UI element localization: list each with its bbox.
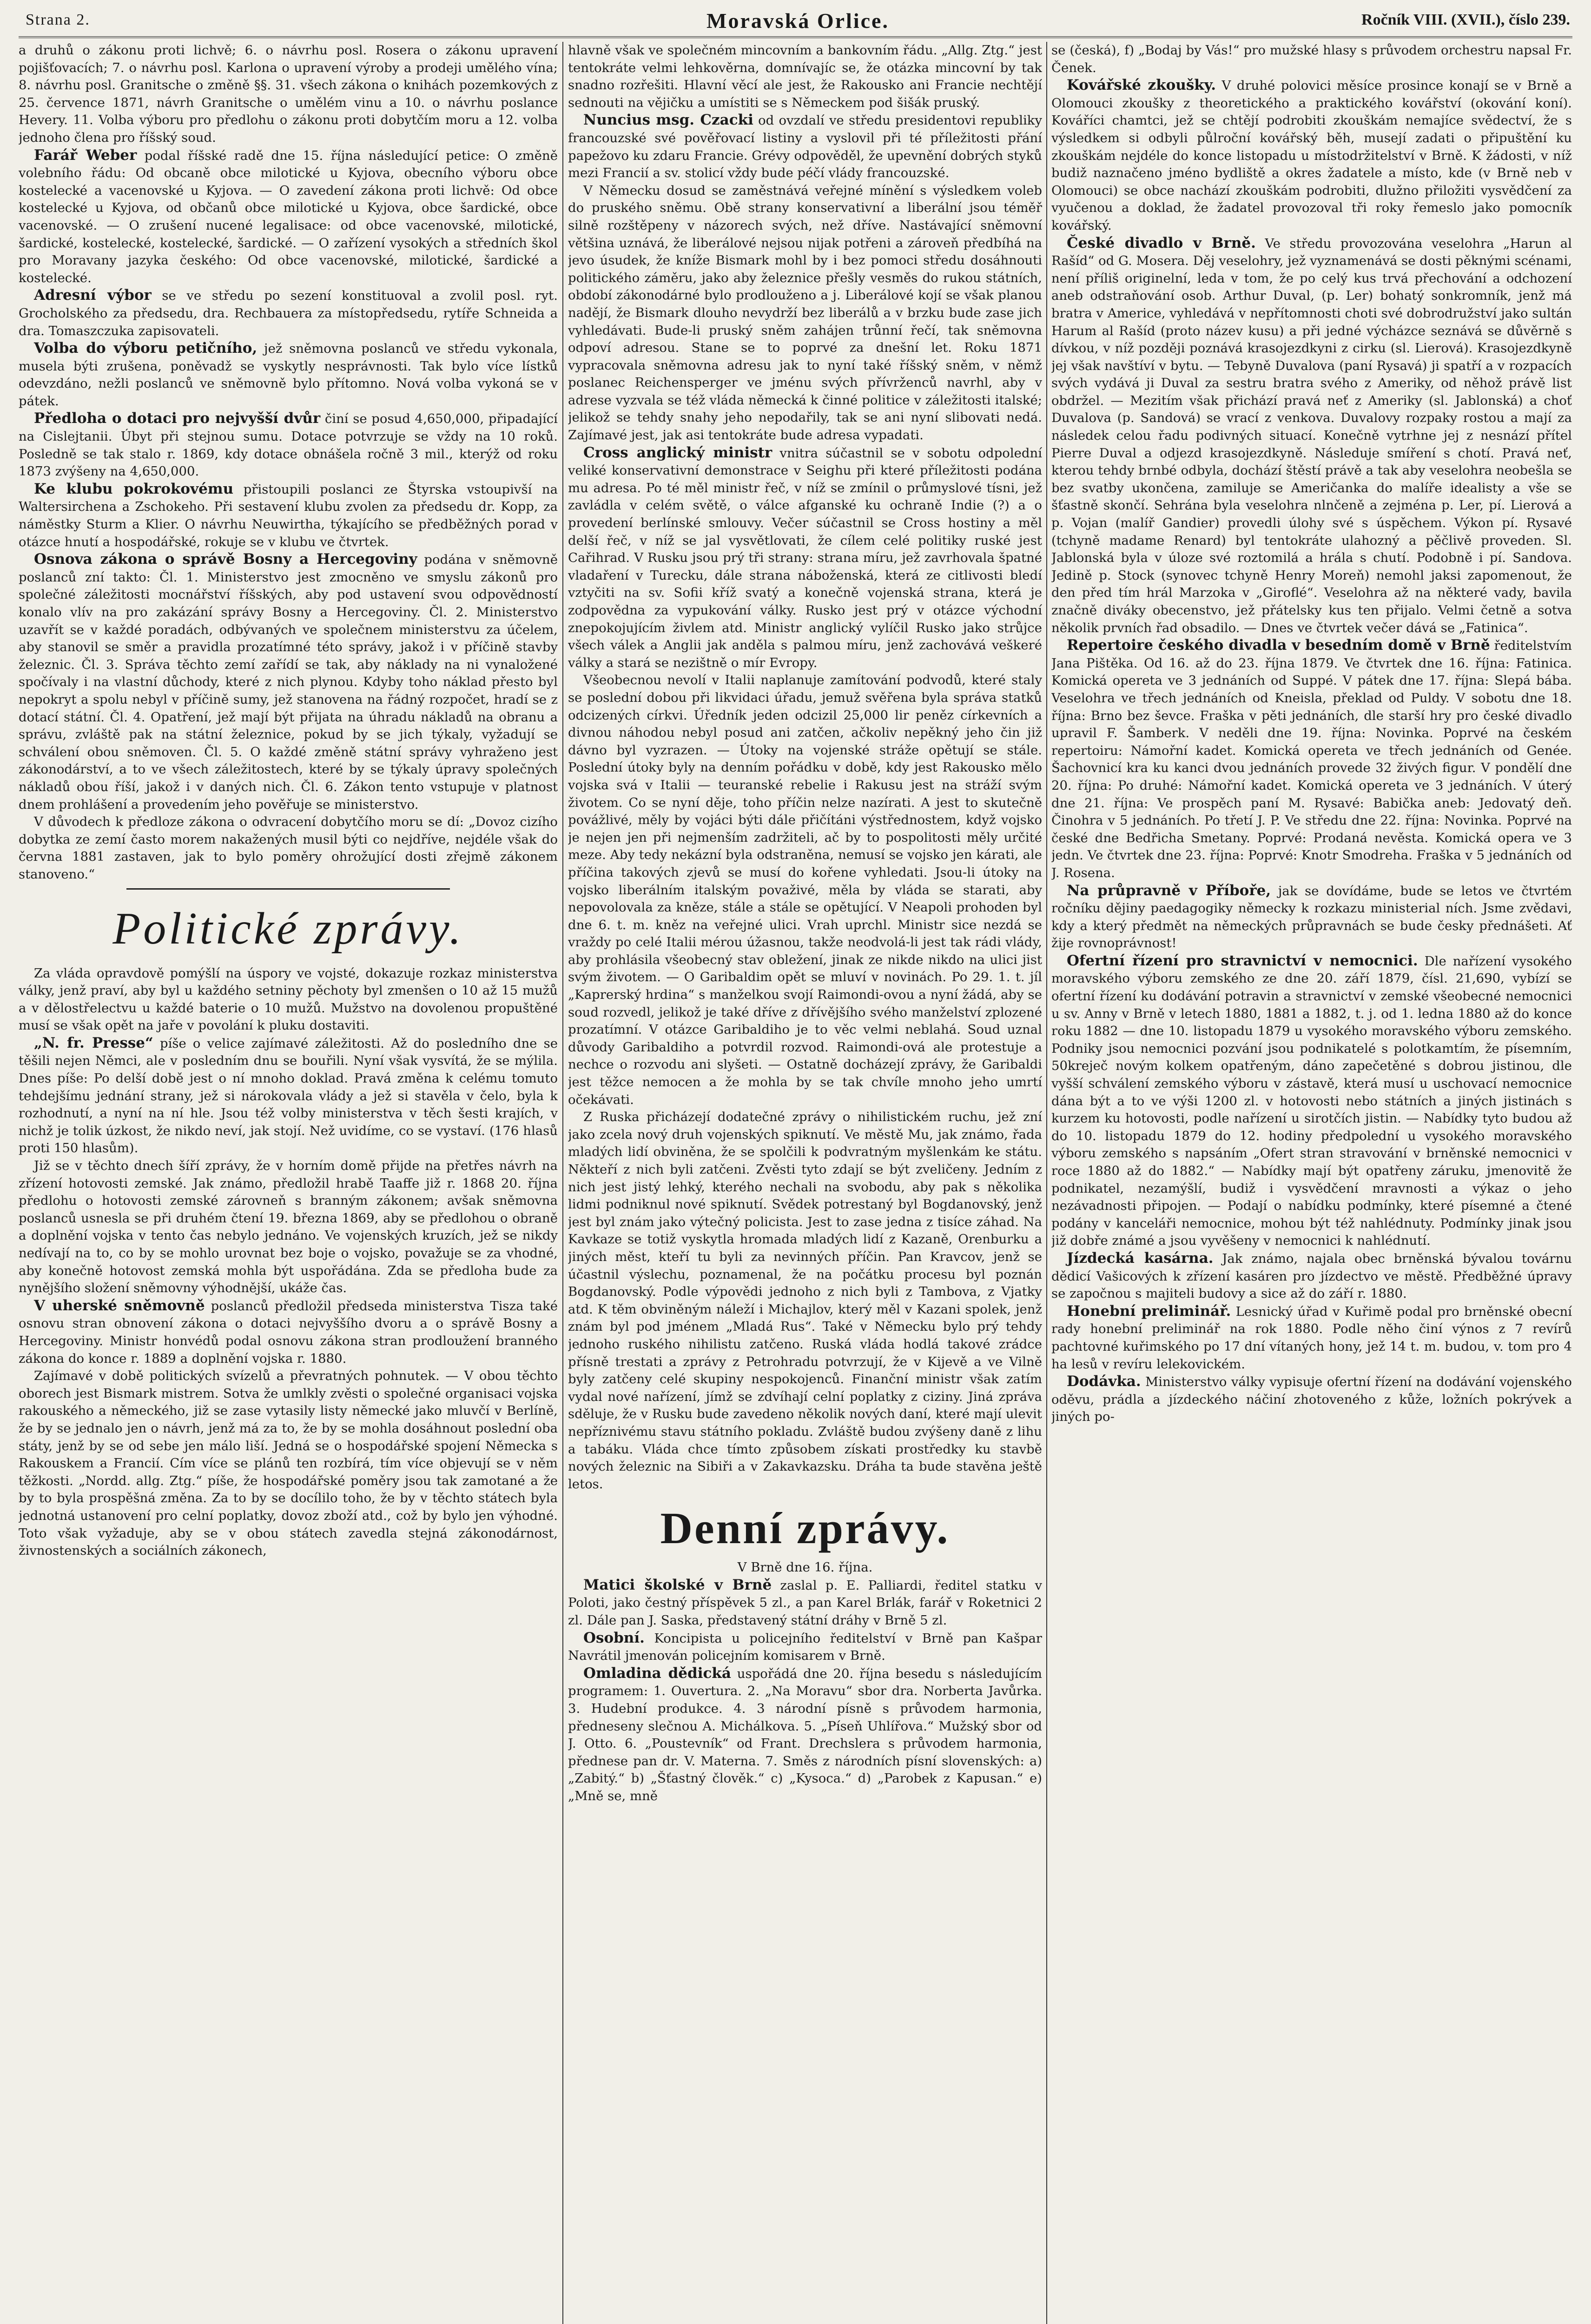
article-body: od ovzdalí ve středu presidentovi republiky francouzské své pověřovací listiny a vyslovil při té příležitosti přání papežovo ku zdaru Francie. Grévy odpověděl, že upevnění dobrých styků mezi Francií a sv. stolicí vždy bude péčí vlády francouzské. <box>568 113 1042 181</box>
paragraph: Za vláda opravdově pomýšlí na úspory ve vojsté, dokazuje rozkaz ministerstva války, jenž praví, aby byl u každého setniny pěchoty byl zmenšen o 10 až 15 mužů a v dělostřelectvu u každé baterie o 10 mužů. Mužstvo na dovolenou propuštěné musí se však opět na jaře v povolání k pluku dostaviti. <box>19 965 558 1033</box>
article-body: Lesnický úřad v Kuřimě podal pro brněnské obecní rady honební preliminář na rok 1880. Podle něho činí výnos z 7 revírů pachtovné kuřimského po 17 dní vítaných hony, jež 14 t. m. budou, v. tom pro 4 ha lesů v revíru lelekovickém. <box>1051 1304 1572 1372</box>
article-body: jež sněmovna poslanců ve středu vykonala, musela býti zrušena, poněvadž se vyskytly nesprávnosti. Tak bylo více lístků odevzdáno, nežli poslanců ve sněmovně bylo přítomno. Nová volba vykoná se v pátek. <box>19 341 558 409</box>
article-heading: Volba do výboru petičního, <box>34 340 257 357</box>
article-heading: V uherské sněmovně <box>34 1297 205 1314</box>
article <box>19 410 558 480</box>
article-heading: Předloha o dotaci pro nejvyšší dvůr <box>34 410 321 427</box>
article-heading: České divadlo v Brně. <box>1067 234 1256 251</box>
article <box>568 112 1042 182</box>
article-body: píše o velice zajímavé záležitosti. Až do posledního dne se těšili nejen Němci, ale v posledním dnu se bouřili. Nyní však vysvítá, že se mýlila. Dnes píše: Po delší době jest o ní mnoho doklad. Pravá změna k celému tomuto tehdejšímu jednání strany, jež si nárokovala vlády a jež si stavěla v čelo, byla k rozhodnutí, a nyní na ní hle. Jsou též volby ministerstva v těch šesti krajích, v nichž je tolik úzkost, že nikdo neví, jak stojí. Než uvidíme, co se vystaví. (176 hlasů proti 150 hlasům). <box>19 1036 558 1156</box>
article-body: poslanců předložil předseda ministerstva Tisza také osnovu stran obnovení zákona o dotaci nejvyššího dvoru a o správě Bosny a Hercegoviny. Ministr honvédů podal osnovu zákona stran prodloužení branného zákona do konce r. 1889 a doplnění vojska r. 1880. <box>19 1298 558 1366</box>
article <box>1051 1250 1572 1303</box>
article <box>1051 235 1572 637</box>
article-heading: Honební preliminář. <box>1067 1302 1231 1320</box>
paragraph: Všeobecnou nevolí v Italii naplanuje zamítování podvodů, které staly se poslední dobou při likvidaci úřadu, jemuž svěřena byla správa statků odcizených církvi. Úředník jeden odcizil 25,000 lir peněz církevních a divnou náhodou nebyl posud ani zatčen, ačkoliv nepěkný jeho čin již dávno byl vyzrazen. — Útoky na vojenské stráže opětují se stále. Poslední útoky byly na denním pořádku v době, kdy jest Rakousko mělo vojska svá v Italii — teuranské rebelie i Rakusu jest na stráží svým životem. Co se nyní děje, toho příčin nelze nazírati. A jest to skutečně povážlivé, měly by vojáci býti dále přičítáni výstřednostem, když vojsko je nejen jen při nejmenším zadržiteli, ač by to pospolitosti měly určité meze. Aby tedy nekázní byla odstraněna, nemusí se vojsko jen kárati, ale příčina takových zjevů se musí do kořene vyhledati. Jsou-li útoky na vojsko liberálním italským považivé, měla by vláda se starati, aby nepovolovala za kněze, stále a stále se opětující. V Neapoli prohoden byl dne 6. t. m. kněz na veřejné ulici. Vrah uprchl. Ministr sice nezdá se vraždy po celé Italii mérou úžasnou, takže neodvolá-li jest tak rádi vlády, aby prohlásila všeobecný stav obležení, jinak ze nikde nikdo na ulici jist svým životem. — O Garibaldim opět se mluví v novinách. Po 29. 1. t. jíl „Kaprerský hrdina“ s manželkou svojí Raimondi-ovou a nyní žádá, aby se soud rozvedl, jelikož je také dříve z dřívějšího svého manželství zplozené prozatímní. V otázce Garibaldiho je to věc velmi neblahá. Soud uznal důvody Garibaldiho a potvrdil rozvod. Raimondi-ová ale protestuje a nechce o rozvodu ani slyšeti. — Ostatně docházejí zprávy, že Garibaldi jest těžce nemocen a že mohla by se tak chvíle mnoho jeho umrtí očekávati. <box>568 673 1042 1107</box>
section-title-political: Politické zprávy. <box>112 903 464 954</box>
article <box>1051 1303 1572 1373</box>
article <box>19 481 558 551</box>
article <box>568 444 1042 672</box>
article-heading: Adresní výbor <box>34 287 152 304</box>
paragraph: hlavně však ve společném mincovním a bankovním řádu. „Allg. Ztg.“ jest tentokráte velmi lehkověrna, domnívajíc se, že otázka mincovní by tak snadno rozřešiti. Hlavní věcí ale jest, že Rakousko ani Francie nechtějí sednouti na vějičku a umístiti se s Německem pod šišák pruský. <box>568 43 1042 110</box>
paragraph: Již se v těchto dnech šíří zprávy, že v horním domě přijde na přetřes návrh na zřízení hotovosti zemské. Jak známo, předložil hrabě Taaffe již r. 1868 20. října předlohu o hotovosti zemské zárovneň s branným zákonem; avšak sněmovna poslanců usnesla se při druhém čtení 19. března 1869, aby se předlohou o obraně a doplnění vojska v tento čas nebylo jednáno. Ve vojenských kruzích, jež se nikdy nedívají na to, co by se mohlo urovnat bez boje o vojsko, považuje se za vhodné, aby konečně hotovost zemská mohla být uspořádána. Zda se předloha bude za nynějšího složení sněmovny výhodnější, ukáže čas. <box>19 1158 558 1296</box>
issue-info: Ročník VIII. (XVII.), číslo 239. <box>1361 11 1570 28</box>
article <box>19 1297 558 1367</box>
article-body: vnitra súčastnil se v sobotu odpolední veliké konservativní demonstrace v Seighu při které příležitosti podána mu adresa. Po té měl ministr řeč, v níž se zmínil o průmyslové tísni, jež zavládla v celém světě, o válce afganské ku ochraně Indie (?) a o provedení berlínské smlouvy. Večer súčastnil se Cross hostiny a měl delší řeč, v níž se jal vysvětlovati, že cílem celé politiky ruské jest Cařihrad. V Rusku jsou prý tři strany: strana míru, jež zavrhovala špatné vladaření v Turecku, dále strana náboženská, která ze citlivosti bledí vztyčiti na sv. Sofii kříž svatý a konečně vojenská strana, která je zodpovědna za vypukování války. Rusko jest prý v otázce východní znepokojujícím živlem atd. Ministr anglický vylíčil Rusko jako strůjce všech válek a Anglii jak anděla s palmou míru, jenž zachovává veškeré války a stará se nezištně o mír Evropy. <box>568 445 1042 670</box>
column-divider <box>1046 42 1047 2324</box>
paragraph: V důvodech k předloze zákona o odvracení dobytčího moru se dí: „Dovoz cizího dobytka ze zemí často morem nakažených musil býti co nejdříve, nejdéle však do června 1881 zastaven, jak to bylo poměry ohrožující dosti zřejmě zákonem stanoveno.“ <box>19 814 558 882</box>
article <box>1051 952 1572 1250</box>
paragraph: a druhů o zákonu proti lichvě; 6. o návrhu posl. Rosera o zákonu upravení pojišťovacích; 7. o návrhu posl. Karlona o upravení výroby a prodeji umělého vína; 8. návrhu posl. Granitsche o změně §§. 31. všech zákona o knihách pozemkových z 25. července 1871, návrh Granitsche o umělém vinu a 10. o návrhu poslance Hevery. 11. Volba výboru pro předlohu o zákonu proti dobytčím moru a 12. volba jednoho člena pro říšský soud. <box>19 43 558 145</box>
article-heading: Jízdecká kasárna. <box>1067 1249 1214 1267</box>
column-3 <box>1051 42 1572 2324</box>
page-number: Strana 2. <box>26 11 90 28</box>
article-body: Koncipista u policejního ředitelství v Brně pan Kašpar Navrátil jmenován policejním komisarem v Brně. <box>568 1631 1042 1664</box>
newspaper-title: Moravská Orlice. <box>706 9 889 33</box>
article-body: se ve středu po sezení konstituoval a zvolil posl. ryt. Grocholského za předsedu, dra. Rechbauera za místopředsedu, rytíře Schneida a dra. Tomaszczuka zapisovateli. <box>19 288 558 338</box>
article-heading: Nuncius msg. Czacki <box>583 112 753 129</box>
article-body: uspořádá dne 20. října besedu s následujícím programem: 1. Ouvertura. 2. „Na Moravu“ sbor dra. Norberta Javůrka. 3. Hudební produkce. 4. 3 národní písně s průvodem harmonia, předneseny slečnou A. Michálkova. 5. „Píseň Uhlířova.“ Mužský sbor od J. Otto. 6. „Poustevník“ od Frant. Drechslera s průvodem harmonia, přednese pan dr. V. Materna. 7. Směs z národních písní slovenských: a) „Zabitý.“ b) „Šťastný člověk.“ c) „Kysoca.“ d) „Parobek z Kapusan.“ e) „Mně se, mně <box>568 1666 1042 1803</box>
article-heading: Osobní. <box>583 1629 645 1646</box>
paragraph: Z Ruska přicházejí dodatečné zprávy o nihilistickém ruchu, jež zní jako zcela nový druh vojenských spiknutí. Ve městě Mu, jak známo, řada mladých lidí obviněna, že se spolčili k podvratným myšlenkám ke státu. Někteří z nich byli zatčeni. Zvěsti tyto zdají se být zveličeny. Jedním z nich jest jistý lehký, kterého nechali na svobodu, aby pak s několika lidmi podniknul nové spiknutí. Svědek potrestaný byl Bogdanovský, jenž jest byl znám jako výtečný policista. Jest to zase jedna z tisíce záhad. Na Kavkaze se totiž vyskytla hromada mladých lidí z Kazaně, Orenburku a jiných měst, kteří tu byli za nevinných příčin. Pan Kravcov, jenž se účastnil výslechu, poznamenal, že na počátku procesu byl poznán Bogdanovský. Podle výpovědi jednoho z nich byli z Tambova, z Vjatky atd. K těm obviněným náleží i Michajlov, který měl v Kazani spolek, jenž znám byl pod jménem „Mladá Rus“. Také v Německu bylo prý tehdy jednoho ruského nihilistu zatčeno. Ruská vláda hodlá takové zrádce přísně trestati a zprávy z Petrohradu potvrzují, že v Kijevě a ve Vilně byly zatčeny celé skupiny nespokojenců. Finanční ministr však zatím vydal nové nařízení, jímž se zdvíhají celní poplatky z ciziny. Jiná zpráva sděluje, že v Rusku bude zavedeno několik nových daní, které mají ulevit nepříznivému stavu státního pokladu. Zvláště budou zvýšeny daně z lihu a tabáku. Vláda chce tímto způsobem získati prostředky ku stavbě nových železnic na Sibiři a v Zakavkazsku. Dráha ta bude stavěna ještě letos. <box>568 1109 1042 1492</box>
article-body: podal říšské radě dne 15. října následující petice: O změně volebního řádu: Od obcaně obce milotické u Kyjova, obecního výboru obce kostelecké a vacenovské u Kyjova. — O zavedení zákona proti lichvě: Od obce kostelecké u Kyjova, od občanů obce milotické u Kyjova, obce šardické, obce vacenovské. — O zrušení nucené legalisace: od obce vacenovské, milotické, šardické, kostelecké, kostelecké, šardické. — O zařízení vysokých a středních škol pro Moravany jazyka českého: Od obce vacenovské, milotické, šardické a kostelecké. <box>19 148 558 285</box>
dateline: V Brně dne 16. října. <box>737 1560 873 1575</box>
article-heading: Farář Weber <box>34 146 137 164</box>
paragraph: V Německu dosud se zaměstnává veřejné mínění s výsledkem voleb do pruského sněmu. Obě strany konservativní a liberální jsou téměř silně rozštěpeny v názorech svých, než dříve. Nastávající sněmovní většina uznává, že liberálové nejsou nijak potřeni a zároveň předbíhá na jevo úsudek, že kníže Bismark mohl by i bez pomoci středu dosáhnouti politického záměru, jako aby železnice přešly vesměs do rukou státních, období zákonodárné bylo prodlouženo a j. Liberálové kojí se však planou nadějí, že Bismark dlouho nevydrží bez liberálů a v brzku bude zase jich vyhledávati. Bude-li pruský sněm zahájen trůnní řečí, tak sněmovna odpoví adresou. Stane se to poprvé za dnešní let. Roku 1871 vypracovala sněmovna adresu jak to nyní také říšský sněm, v němž poslanec Reichensperger ve jménu svých přívrženců navrhl, aby v adrese vyzvala se též vláda německá k činné politice v záležitosti italské; jelikož se tehdy snahy jeho nepodařily, tak se ani nyní slibovati nedá. Zajímavé jest, jak asi tentokráte bude adresa vypadati. <box>568 183 1042 443</box>
article <box>19 551 558 813</box>
article-heading: „N. fr. Presse“ <box>34 1034 153 1051</box>
article-heading: Ofertní řízení pro stravnictví v nemocnici. <box>1067 952 1418 969</box>
article <box>568 1665 1042 1805</box>
article-heading: Na průpravně v Příboře, <box>1067 882 1271 899</box>
page-header <box>26 8 1570 33</box>
article-heading: Osnova zákona o správě Bosny a Hercegoviny <box>34 551 417 568</box>
article <box>568 1630 1042 1665</box>
article-body: přistoupili poslanci ze Štyrska vstoupivší na Waltersirchena a Zschokeho. Při sestavení klubu zvolen za předsedu dr. Kopp, za náměstky Sturm a Klier. O návrhu Neuwirtha, týkajícího se předběžných porad v otázce hnutí a hospodářské, rokuje se v klubu ve čtvrtek. <box>19 482 558 549</box>
article-body: jak se dovídáme, bude se letos ve čtvrtém ročníku dějiny paedagogiky německy k rozkazu ministerial ních. Jsme zvědavi, kdy a který předmět na německých průpravnách se bude česky přednášeti. Ať žije rovnoprávnost! <box>1051 883 1572 951</box>
article <box>568 1577 1042 1630</box>
article-body: ředitelstvím Jana Pištěka. Od 16. až do 23. října 1879. Ve čtvrtek dne 16. října: Fatinica. Komická opereta ve 3 jednáních od Suppé. V pátek dne 17. října: Slepá bába. Veselohra ve třech jednáních od Kneisla, překlad od Puldy. V sobotu dne 18. října: Brno bez ševce. Fraška v pěti jednáních, dle starší hry pro české divadlo upravil F. Šamberk. V neděli dne 19. října: Novinka. Poprvé na českém repertoiru: Námořní kadet. Komická opereta ve třech jednáních od Genée. Šachovnicí kra ku kanci dvou jednáních provede 32 živých figur. V pondělí dne 20. října: Po druhé: Námořní kadet. Komická opereta ve 3 jednáních. V úterý dne 21. října: Ve prospěch paní M. Rysavé: Babička aneb: Jedovatý deň. Činohra v 5 jednáních. Po třetí J. P. Ve středu dne 22. října: Novinka. Poprvé na české dne Bedřicha Smetany. Poprvé: Prodaná nevěsta. Komická opera ve 3 jedn. Ve čtvrtek dne 23. října: Poprvé: Knotr Smodreha. Fraška v 5 jednáních od J. Rosena. <box>1051 638 1572 880</box>
column-1 <box>19 42 558 2324</box>
article-body: Dle nařízení vysokého moravského výboru zemského ze dne 20. září 1879, čísl. 21,690, vybízí se ofertní řízení ku dodávání potravin a stravnictví v zemské všeobecné nemocnici u sv. Anny v Brně v letech 1880, 1881 a 1882, t. j. od 1. ledna 1880 až do konce roku 1882 — dne 10. listopadu 1879 u vysokého moravského výboru zemského. Podniky jsou nemocnici pozvání jsou podnikatelé s polotkamtím, že písemním, 50kreječ novým kolkem opatřeným, dáno zapečetěné s dobrou jistinou, dle vyšší schválení zemského výboru v zástavě, která musí u uschovací nemocnice dána být a to ve výši 1200 zl. v hotovosti nebo státních a jiných jistinách s kurzem ku hotovosti, podle nařízení u sirotčích jistin. — Nabídky tyto budou až do 10. listopadu 1879 do 12. hodiny předpolední u vysokého moravského výboru zemského s napsáním „Ofert stran stravování v brněnské nemocnici v roce 1880 až do 1882.“ — Nabídky mají být opatřeny záruku, jmenovitě že podnikatel, nezamýšlí, budiž i vysvědčení mravnosti a výkaz o jeho nezávadnosti připojen. — Podají o nabídku podmínky, které písemné a čtené podány v kanceláři nemocnice, mohou být též nahlédnuty. Podmínky jinak jsou již dobře známé a jsou vyvěšeny v nemocnici k nahlédnutí. <box>1051 953 1572 1248</box>
section-rule <box>126 888 450 890</box>
article-heading: Dodávka. <box>1067 1373 1141 1390</box>
article <box>1051 1373 1572 1426</box>
article-body: Jak známo, najala obec brněnská bývalou továrnu dědicí Vašicových k zřízení kasáren pro jízdectvo ve městě. Předběžné úpravy se započnou s majiteli budovy a sice až do září r. 1880. <box>1051 1251 1572 1301</box>
header-rule <box>19 36 1572 38</box>
article-heading: Kovářské zkoušky. <box>1067 77 1216 94</box>
article-body: V druhé polovici měsíce prosince konají se v Brně a Olomouci zkoušky z theoretického a praktického kovářství (okování koní). Kováříci chamtci, jež se chtějí podrobiti zkouškám nemajíce svědectví, že s výsledkem si odbyli půlroční kovářský běh, musejí zadati o připuštění ku zkouškám nejdéle do konce listopadu u místodržitelství v Brně. K žádosti, v níž budiž naznačeno jméno bydliště a okres žadatele a místo, kde (v Brně neb v Olomouci) se obce nachází zkouškám podrobiti, dlužno přiložiti vysvědčení za vyučenou a doklad, že žadatel provozoval tři roky řemeslo jako pomocník kovářský. <box>1051 78 1572 233</box>
column-2 <box>568 42 1042 2324</box>
article-heading: Ke klubu pokrokovému <box>34 480 234 497</box>
article <box>19 287 558 340</box>
article <box>1051 77 1572 234</box>
article-heading: Matici školské v Brně <box>583 1576 772 1593</box>
article <box>19 147 558 287</box>
article-body: Ve středu provozována veselohra „Harun al Rašíd“ od G. Mosera. Děj veselohry, jež vyznamenává se dosti pěknými scénami, není příliš originelní, leda v tom, že po celý kus trvá přechování a odchození aneb odstraňování osob. Arthur Duval, (p. Ler) bohatý sonkromník, jenž má bratra v Americe, vyhledává v nepřítomnosti choti své dobrodružství jako sultán Harum al Rašíd (proto název kusu) a při jedné výcházce seznává se důvěrně s dívkou, v níž později poznává krasojezdkyni z cirku (sl. Lierová). Krasojezdkyně jej však navštíví v bytu. — Tebyně Duvalova (paní Rysavá) ji spatří a v rozpacích svých vydává ji Duval za sestru bratra svého z Ameriky, od něhož právě list obdržel. — Mezitím však přichází pravá neť z Ameriky (sl. Jablonská) a choť Duvalova (p. Sandová) se vrací z venkova. Duvalovy rozpaky rostou a mají za následek celou řadu podivných situací. Konečně vytrhne jej z nesnází přítel Pierre Duval a odjezd krasojezdkyně. Následuje smíření s chotí. Pravá neť, kterou tehdy brnbé odbyla, dochází štěstí právě a tak aby veselohra neobešla se bez svatby ukončena, zamiluje se Američanka do malíře idealisty a vše se šťastně skončí. Sehrána byla veselohra nlnčeně a zejména p. Ler, pí. Lierová a p. Vojan (malíř Gandier) provedli úlohy své s úspěchem. Výkon pí. Rysavé (tchyně madame Renard) byl tentokráte ulahozný a pěčlivě proveden. Sl. Jablonská byla v úloze své roztomilá a hrála s chutí. Podobně i pí. Sandova. Jedině p. Stock (synovec tchyně Henry Moreň) nemohl jaksi zapomenout, že den před tím hrál Marzoka v „Giroflé“. Veselohra až na některé vady, bavila značně diváky obecenstvo, jež přátelsky kus ten přijalo. Velmi četně a sotva několik prvních řad obsadilo. — Dnes ve čtvrtek večer dává se „Fatinica“. <box>1051 236 1572 635</box>
article-heading: Omladina dědická <box>583 1664 731 1682</box>
article <box>1051 882 1572 952</box>
article <box>19 1035 558 1157</box>
article-body: zaslal p. E. Palliardi, ředitel statku v Poloti, jako čestný příspěvek 5 zl., a pan Karel Brlák, farář v Roketnici 2 zl. Dále pan J. Saska, představený státní dráhy v Brně 5 zl. <box>568 1578 1042 1628</box>
article-body: činí se posud 4,650,000, připadající na Cislejtanii. Úbyt při stejnou sumu. Dotace potvrzuje se vždy na 10 roků. Posledně se tak stalo r. 1869, kdy dotace obnášela ročně 3 mil., kterýž od roku 1873 zvýšeny na 4,650,000. <box>19 411 558 479</box>
article <box>19 340 558 410</box>
section-title-daily-news: Denní zprávy. <box>660 1503 950 1553</box>
paragraph: Zajímavé v době politických svízelů a převratných pohnutek. — V obou těchto oborech jest Bismark mistrem. Sotva že umlkly zvěsti o společné organisaci vojska rakouského a německého, již se zase vytasily listy německé jako mluvčí v Berlíně, že by se jednalo jen o návrh, jenž má za to, že by se mohla dosáhnout poslední oba státy, jenž by se od sebe jen málo liší. Jedná se o hospodářské spojení Německa s Rakouskem a Francií. Cím více se plánů ten rozbírá, tím více objevují se v něm těžkosti. „Nordd. allg. Ztg.“ píše, že hospodářské poměry jsou tak zamotané a že by to byla prospěšná změna. Za to by se docílilo toho, že by v těchto státech byla jednotná ustanovení pro celní poplatky, dovoz zboží atd., což by bylo jen výhodné. Toto však vyžaduje, aby se v obou státech zavedla stejná zákonodárnost, živnostenských a sociálních zákonech, <box>19 1368 558 1558</box>
column-divider <box>562 42 563 2324</box>
article-body: Ministerstvo války vypisuje ofertní řízení na dodávání vojenského oděvu, prádla a jízdeckého náčiní zhotoveného z kůže, ložních pokrývek a jiných po- <box>1051 1374 1572 1425</box>
article <box>1051 637 1572 882</box>
article-heading: Repertoire českého divadla v besedním domě v Brně <box>1067 637 1490 654</box>
paragraph: se (česká), f) „Bodaj by Vás!“ pro mužské hlasy s průvodem orchestru napsal Fr. Čenek. <box>1051 43 1572 75</box>
article-body: podána v sněmovně poslanců zní takto: Čl. 1. Ministerstvo jest zmocněno ve smyslu zákonů pro společné záležitosti mocnářství říšských, aby pod ustavení svou odpovědností konalo vlív na pro zakázání správy Bosny a Hercegoviny. Čl. 2. Ministerstvo uzavřít se v každé poradách, odbývaných ve společnem ministerstvu za účelem, aby stanovil se směr a pravidla prozatímné této správy, jakož i v příčině stavby železnic. Čl. 3. Správa těchto zemí zařídí se tak, aby náklady na ni vynaložené spočívaly i na vlastní důchody, které z nich plynou. Kdyby toho náklad přesto byl nepokryt a spolu nebyl v příčině sumy, jež stanovena na řádný rozpočet, hradí se z dotací státní. Čl. 4. Opatření, jež mají být přijata na úhradu nákladů na obranu a správu, zvláště pak na státní železnice, pokud by se jich týkaly, vyžadují se schválení obou sněmoven. Čl. 5. O každé změně státní správy vyhraženo jest zákonodárství, a to ve všech záležitostech, které by se týkaly úpravy společných nákladů obou říší, jakož i v daných nich. Čl. 6. Zákon tento vstupuje v platnost dnem prohlášení a provedením jeho pověřuje se ministerstvo. <box>19 552 558 812</box>
article-heading: Cross anglický ministr <box>583 444 772 461</box>
